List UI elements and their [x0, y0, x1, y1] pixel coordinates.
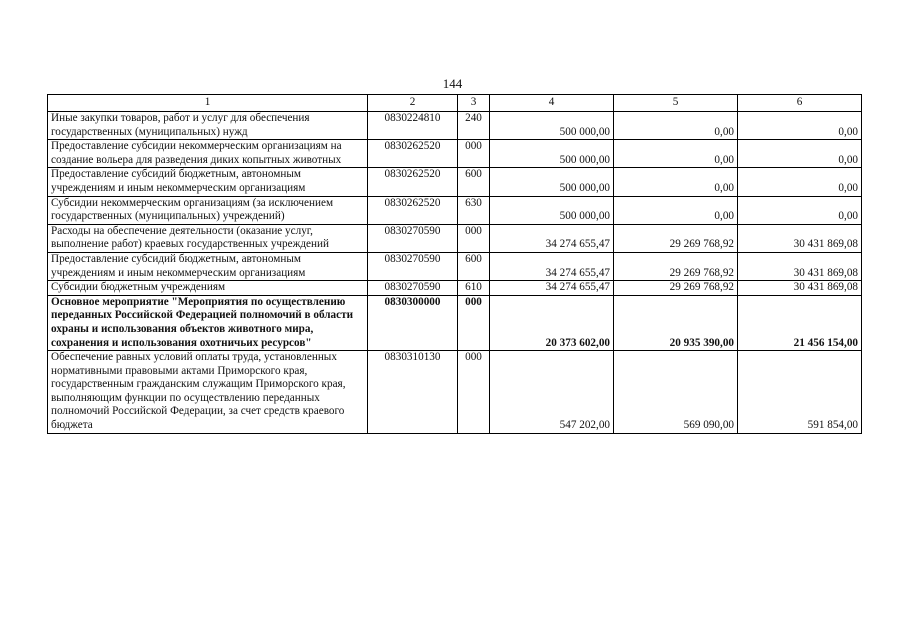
row-name-cell: Предоставление субсидий бюджетным, автономным учреждениям и иным некоммерческим организациям [48, 168, 368, 196]
column-header-5: 5 [614, 95, 738, 112]
row-code-cell: 0830310130 [368, 351, 458, 434]
row-expense-type-cell: 600 [458, 252, 490, 280]
row-value-6-cell: 0,00 [738, 112, 862, 140]
row-value-5-cell: 20 935 390,00 [614, 295, 738, 350]
row-expense-type-cell: 000 [458, 140, 490, 168]
row-expense-type-cell: 610 [458, 281, 490, 296]
column-header-2: 2 [368, 95, 458, 112]
table-row [48, 112, 862, 140]
row-expense-type-cell: 000 [458, 295, 490, 350]
row-value-4-cell: 547 202,00 [490, 351, 614, 434]
table-row [48, 252, 862, 280]
row-expense-type-cell: 600 [458, 168, 490, 196]
column-header-1: 1 [48, 95, 368, 112]
column-header-3: 3 [458, 95, 490, 112]
row-code-cell: 0830270590 [368, 224, 458, 252]
table-row [48, 295, 862, 350]
row-value-6-cell: 591 854,00 [738, 351, 862, 434]
table-row [48, 140, 862, 168]
page-number: 144 [442, 76, 463, 91]
row-value-4-cell: 500 000,00 [490, 112, 614, 140]
row-value-6-cell: 30 431 869,08 [738, 224, 862, 252]
row-value-4-cell: 500 000,00 [490, 140, 614, 168]
row-code-cell: 0830262520 [368, 140, 458, 168]
row-value-5-cell: 0,00 [614, 140, 738, 168]
row-name-cell: Иные закупки товаров, работ и услуг для обеспечения государственных (муниципальных) нужд [48, 112, 368, 140]
row-value-5-cell: 29 269 768,92 [614, 224, 738, 252]
table-row [48, 196, 862, 224]
row-value-5-cell: 569 090,00 [614, 351, 738, 434]
table-row [48, 168, 862, 196]
row-value-6-cell: 0,00 [738, 196, 862, 224]
row-code-cell: 0830300000 [368, 295, 458, 350]
table-row [48, 351, 862, 434]
row-code-cell: 0830262520 [368, 168, 458, 196]
row-value-4-cell: 500 000,00 [490, 168, 614, 196]
row-name-cell: Расходы на обеспечение деятельности (оказание услуг, выполнение работ) краевых государственных учреждений [48, 224, 368, 252]
row-value-4-cell: 34 274 655,47 [490, 224, 614, 252]
row-value-5-cell: 29 269 768,92 [614, 281, 738, 296]
row-value-5-cell: 0,00 [614, 112, 738, 140]
row-value-5-cell: 0,00 [614, 196, 738, 224]
row-value-5-cell: 29 269 768,92 [614, 252, 738, 280]
column-header-6: 6 [738, 95, 862, 112]
row-value-4-cell: 500 000,00 [490, 196, 614, 224]
column-header-4: 4 [490, 95, 614, 112]
row-expense-type-cell: 000 [458, 224, 490, 252]
table-header-row [48, 95, 862, 112]
row-expense-type-cell: 630 [458, 196, 490, 224]
row-name-cell: Предоставление субсидий бюджетным, автономным учреждениям и иным некоммерческим организациям [48, 252, 368, 280]
row-name-cell: Предоставление субсидии некоммерческим организациям на создание вольера для разведения диких копытных животных [48, 140, 368, 168]
row-code-cell: 0830270590 [368, 252, 458, 280]
row-expense-type-cell: 000 [458, 351, 490, 434]
row-value-6-cell: 30 431 869,08 [738, 252, 862, 280]
row-name-cell: Субсидии некоммерческим организациям (за исключением государственных (муниципальных) учреждений) [48, 196, 368, 224]
row-name-cell: Основное мероприятие "Мероприятия по осуществлению переданных Российской Федерацией полномочий в области охраны и использования объектов животного мира, сохранения и использования охотничьих ресурсов" [48, 295, 368, 350]
budget-table [47, 94, 862, 434]
row-value-4-cell: 34 274 655,47 [490, 252, 614, 280]
row-code-cell: 0830262520 [368, 196, 458, 224]
row-value-6-cell: 30 431 869,08 [738, 281, 862, 296]
row-value-6-cell: 0,00 [738, 140, 862, 168]
row-value-6-cell: 21 456 154,00 [738, 295, 862, 350]
table-row [48, 281, 862, 296]
row-name-cell: Обеспечение равных условий оплаты труда, установленных нормативными правовыми актами Приморского края, государственным гражданским служащим Приморского края, выполняющим функции по осуществлению переданных полномочий Российской Федерации, за счет средств краевого бюджета [48, 351, 368, 434]
row-code-cell: 0830270590 [368, 281, 458, 296]
row-value-4-cell: 34 274 655,47 [490, 281, 614, 296]
row-value-4-cell: 20 373 602,00 [490, 295, 614, 350]
row-value-6-cell: 0,00 [738, 168, 862, 196]
table-row [48, 224, 862, 252]
row-code-cell: 0830224810 [368, 112, 458, 140]
row-value-5-cell: 0,00 [614, 168, 738, 196]
row-name-cell: Субсидии бюджетным учреждениям [48, 281, 368, 296]
row-expense-type-cell: 240 [458, 112, 490, 140]
